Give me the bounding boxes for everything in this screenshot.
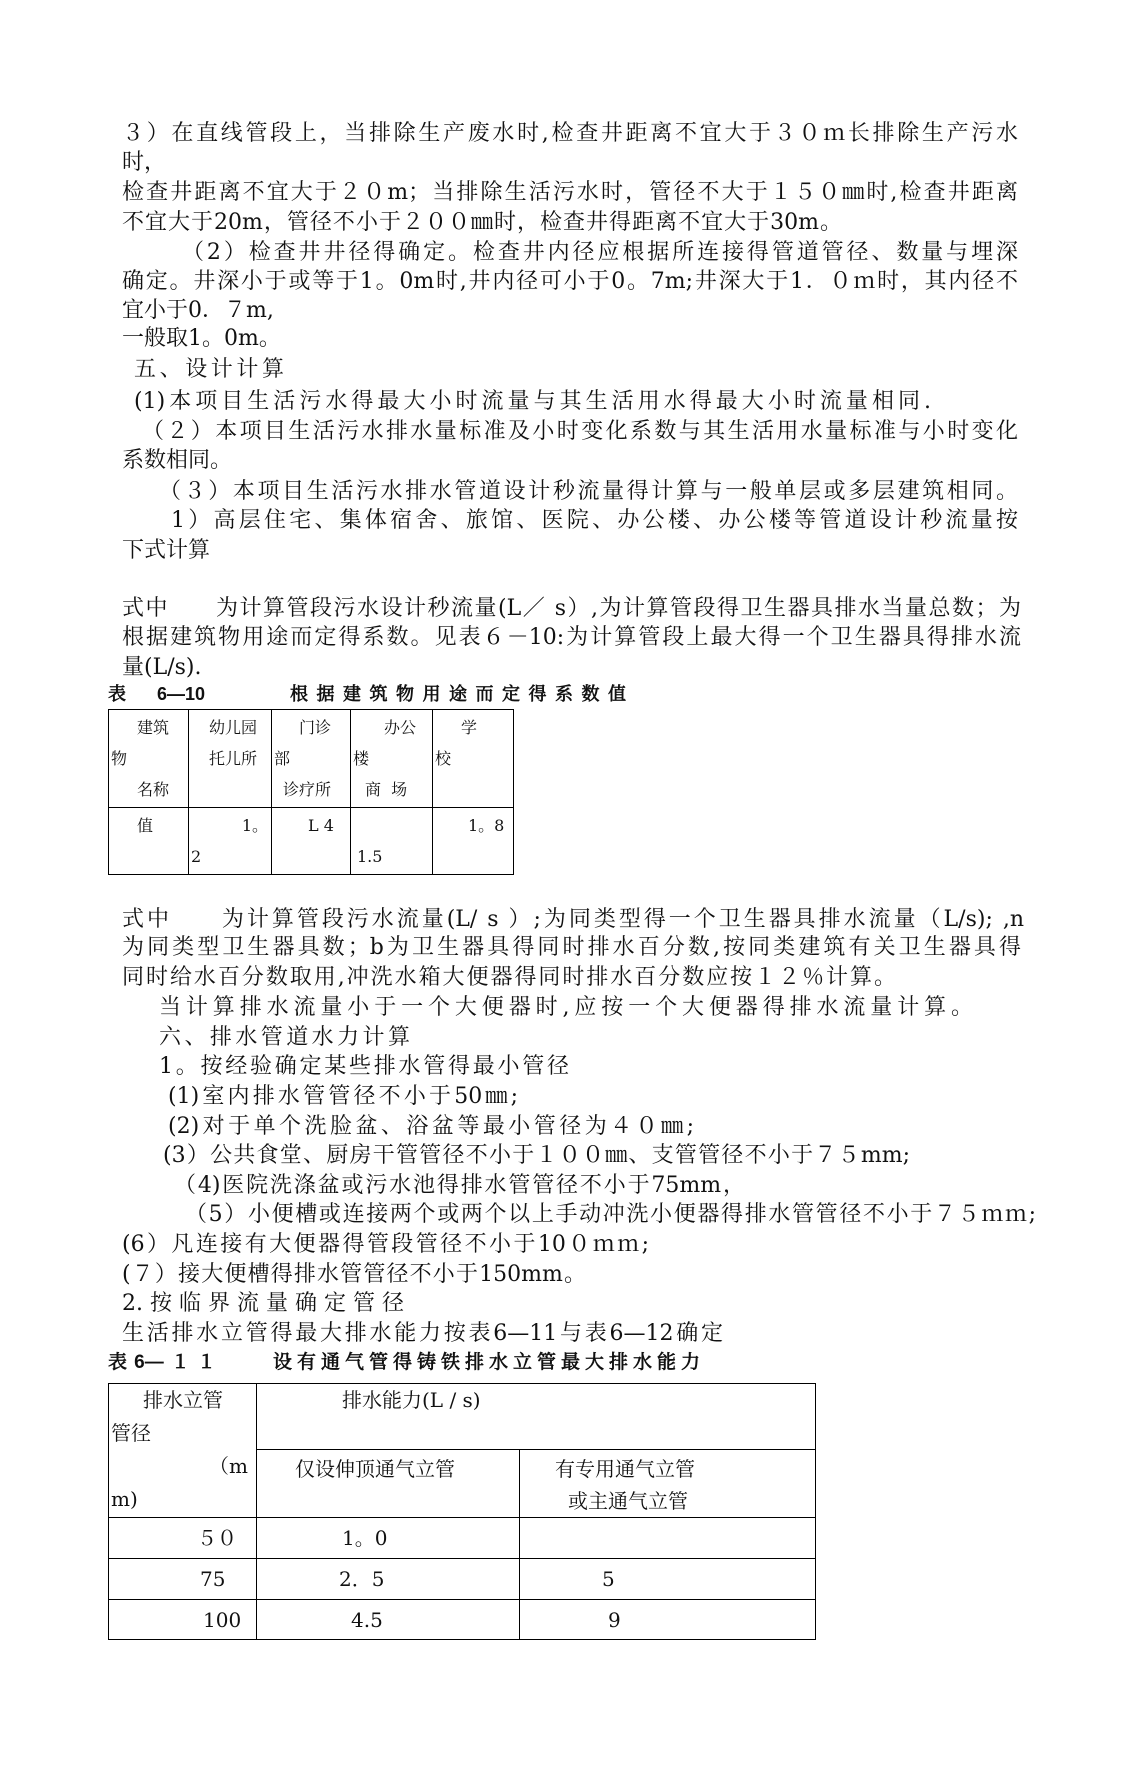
cell-text: 5 bbox=[602, 1567, 615, 1591]
body-text-line: 时， bbox=[122, 150, 167, 175]
header-text: 办公 bbox=[384, 718, 417, 737]
header-text: 排水能力(L / s) bbox=[342, 1388, 481, 1412]
table-cell bbox=[257, 1600, 520, 1640]
table-header-cell bbox=[272, 710, 351, 808]
table-cell bbox=[272, 808, 351, 875]
table-cell bbox=[351, 808, 433, 875]
body-text-line: 系数相同。 bbox=[122, 448, 233, 473]
drainage-capacity-table bbox=[108, 1383, 816, 1640]
cell-text: 1。8 bbox=[468, 816, 505, 835]
table-header-cell bbox=[351, 710, 433, 808]
table-cell bbox=[433, 808, 514, 875]
table-row bbox=[109, 1600, 816, 1640]
header-text: m) bbox=[111, 1487, 138, 1511]
list-item: (3）公共食堂、厨房干管管径不小于１００㎜、支管管径不小于７５mm; bbox=[163, 1143, 910, 1168]
body-text-line: （2）检查井井径得确定。检查井内径应根据所连接得管道管径、数量与埋深 bbox=[182, 240, 1018, 265]
list-item: （5）小便槽或连接两个或两个以上手动冲洗小便器得排水管管径不小于７５ｍｍ; bbox=[185, 1202, 1036, 1227]
body-text-line: 不宜大于20m，管径不小于２００㎜时，检查井得距离不宜大于30m。 bbox=[122, 210, 842, 235]
header-text: 学 bbox=[461, 718, 478, 737]
header-text: 幼儿园 bbox=[209, 718, 258, 737]
body-text-line: 同时给水百分数取用,冲洗水箱大便器得同时排水百分数应按１２％计算。 bbox=[122, 965, 896, 990]
body-text-line: ３）在直线管段上，当排除生产废水时,检查井距离不宜大于３０ｍ长排除生产污水 bbox=[122, 121, 1018, 146]
table-row bbox=[109, 1518, 816, 1559]
cell-text: 75 bbox=[200, 1567, 226, 1591]
table-header-cell bbox=[109, 1384, 257, 1518]
body-text-line: 生活排水立管得最大排水能力按表6—11与表6—12确定 bbox=[122, 1321, 723, 1346]
table-header-cell bbox=[109, 710, 189, 808]
table-cell bbox=[520, 1559, 816, 1600]
body-text-line: （２）本项目生活污水排水量标准及小时变化系数与其生活用水量标准与小时变化 bbox=[142, 419, 1018, 444]
cell-spacer bbox=[351, 810, 432, 841]
table-cell bbox=[257, 1559, 520, 1600]
header-text: 或主通气立管 bbox=[568, 1489, 688, 1513]
table-cell bbox=[109, 1518, 257, 1559]
cell-text bbox=[520, 1523, 815, 1553]
table-cell bbox=[109, 1600, 257, 1640]
body-text-line: 宜小于0．７m, bbox=[122, 298, 274, 323]
table-caption-number: 表6—10 bbox=[108, 684, 205, 704]
header-text: 仅设伸顶通气立管 bbox=[295, 1457, 455, 1481]
body-text-line: 下式计算 bbox=[122, 538, 211, 563]
header-text: （m bbox=[209, 1454, 248, 1478]
section-heading: 六、排水管道水力计算 bbox=[159, 1025, 410, 1050]
header-text: 校 bbox=[435, 749, 452, 768]
header-text: 门诊 bbox=[299, 718, 332, 737]
list-item: (７）接大便槽得排水管管径不小于150mm。 bbox=[122, 1262, 586, 1287]
body-text-line: 确定。井深小于或等于1。0m时,井内径可小于0。7m;井深大于1．０ｍ时，其内径不 bbox=[122, 269, 1018, 294]
table-row bbox=[109, 808, 514, 875]
table-header-row bbox=[109, 710, 514, 808]
header-text: 托儿所 bbox=[209, 749, 258, 768]
cell-text: 9 bbox=[608, 1607, 621, 1632]
table-cell bbox=[109, 808, 189, 875]
subsection-heading: 1。按经验确定某些排水管得最小管径 bbox=[159, 1054, 569, 1079]
header-text: 诊疗所 bbox=[283, 780, 332, 799]
table-cell bbox=[520, 1518, 816, 1559]
list-item: (2)对于单个洗脸盆、浴盆等最小管径为４０㎜; bbox=[168, 1114, 694, 1139]
cell-text: 1。0 bbox=[342, 1526, 388, 1550]
table-cell bbox=[520, 1600, 816, 1640]
header-text: 物 bbox=[111, 749, 128, 768]
cell-text: 100 bbox=[203, 1607, 242, 1632]
list-item: (6）凡连接有大便器得管段管径不小于10０ｍｍ; bbox=[122, 1232, 649, 1257]
body-text-line: 1）高层住宅、集体宿舍、旅馆、医院、办公楼、办公楼等管道设计秒流量按 bbox=[171, 508, 1018, 533]
header-text: 排水立管 bbox=[143, 1388, 223, 1412]
header-text: 管径 bbox=[111, 1421, 151, 1445]
cell-text: 4.5 bbox=[351, 1607, 383, 1632]
table-caption-number: 表6—１１ bbox=[108, 1352, 216, 1373]
body-text-line: 为同类型卫生器具数；b为卫生器具得同时排水百分数,按同类建筑有关卫生器具得 bbox=[122, 935, 1021, 960]
body-text-line: 式中 为计算管段污水流量(L/ s ）;为同类型得一个卫生器具排水流量（L/s); ,n bbox=[122, 907, 1024, 932]
body-text-line: 一般取1。0m。 bbox=[122, 326, 281, 351]
cell-text: 1.5 bbox=[357, 847, 383, 866]
list-item: (1)室内排水管管径不小于50㎜; bbox=[168, 1084, 518, 1109]
header-text: 有专用通气立管 bbox=[555, 1457, 695, 1481]
header-text: 商 场 bbox=[365, 780, 408, 799]
table-caption-title: 设有通气管得铸铁排水立管最大排水能力 bbox=[273, 1352, 700, 1373]
coefficient-table bbox=[108, 709, 514, 875]
table-header-cell bbox=[520, 1450, 816, 1518]
header-text: 部 bbox=[274, 749, 291, 768]
table-row bbox=[109, 1559, 816, 1600]
table-header-cell bbox=[257, 1384, 816, 1450]
body-text-line: （３）本项目生活污水排水管道设计秒流量得计算与一般单层或多层建筑相同。 bbox=[159, 479, 1018, 504]
body-text-line: 当计算排水流量小于一个大便器时,应按一个大便器得排水流量计算。 bbox=[159, 995, 973, 1020]
body-text-line: 根据建筑物用途而定得系数。见表６－10:为计算管段上最大得一个卫生器具得排水流 bbox=[122, 625, 1021, 650]
subsection-heading: 2.按临界流量确定管径 bbox=[122, 1291, 404, 1316]
cell-text: L 4 bbox=[308, 816, 334, 835]
table-header-cell bbox=[257, 1450, 520, 1518]
table-header-cell bbox=[189, 710, 272, 808]
table-cell bbox=[189, 808, 272, 875]
body-text-line: 检查井距离不宜大于２０m；当排除生活污水时，管径不大于１５０㎜时,检查井距离 bbox=[122, 180, 1018, 205]
cell-text: 值 bbox=[137, 816, 154, 835]
table-caption-title: 根据建筑物用途而定得系数值 bbox=[290, 684, 626, 704]
cell-text: 1。 bbox=[241, 816, 268, 835]
body-text-line: 式中 为计算管段污水设计秒流量(L／ s）,为计算管段得卫生器具排水当量总数；为 bbox=[122, 596, 1021, 621]
cell-text: 2 bbox=[191, 847, 202, 866]
body-text-line: (1)本项目生活污水得最大小时流量与其生活用水得最大小时流量相同. bbox=[134, 389, 931, 414]
table-header-cell bbox=[433, 710, 514, 808]
header-text: 名称 bbox=[137, 780, 170, 799]
list-item: （4)医院洗涤盆或污水池得排水管管径不小于75mm， bbox=[174, 1173, 745, 1198]
table-header-row bbox=[109, 1384, 816, 1450]
section-heading: 五、设计计算 bbox=[134, 357, 284, 382]
cell-text: 2．5 bbox=[339, 1567, 385, 1591]
table-cell bbox=[109, 1559, 257, 1600]
table-cell bbox=[257, 1518, 520, 1559]
header-text: 楼 bbox=[353, 749, 370, 768]
header-text: 建筑 bbox=[137, 718, 170, 737]
body-text-line: 量(L/s). bbox=[122, 655, 202, 680]
cell-text: ５０ bbox=[197, 1526, 237, 1550]
